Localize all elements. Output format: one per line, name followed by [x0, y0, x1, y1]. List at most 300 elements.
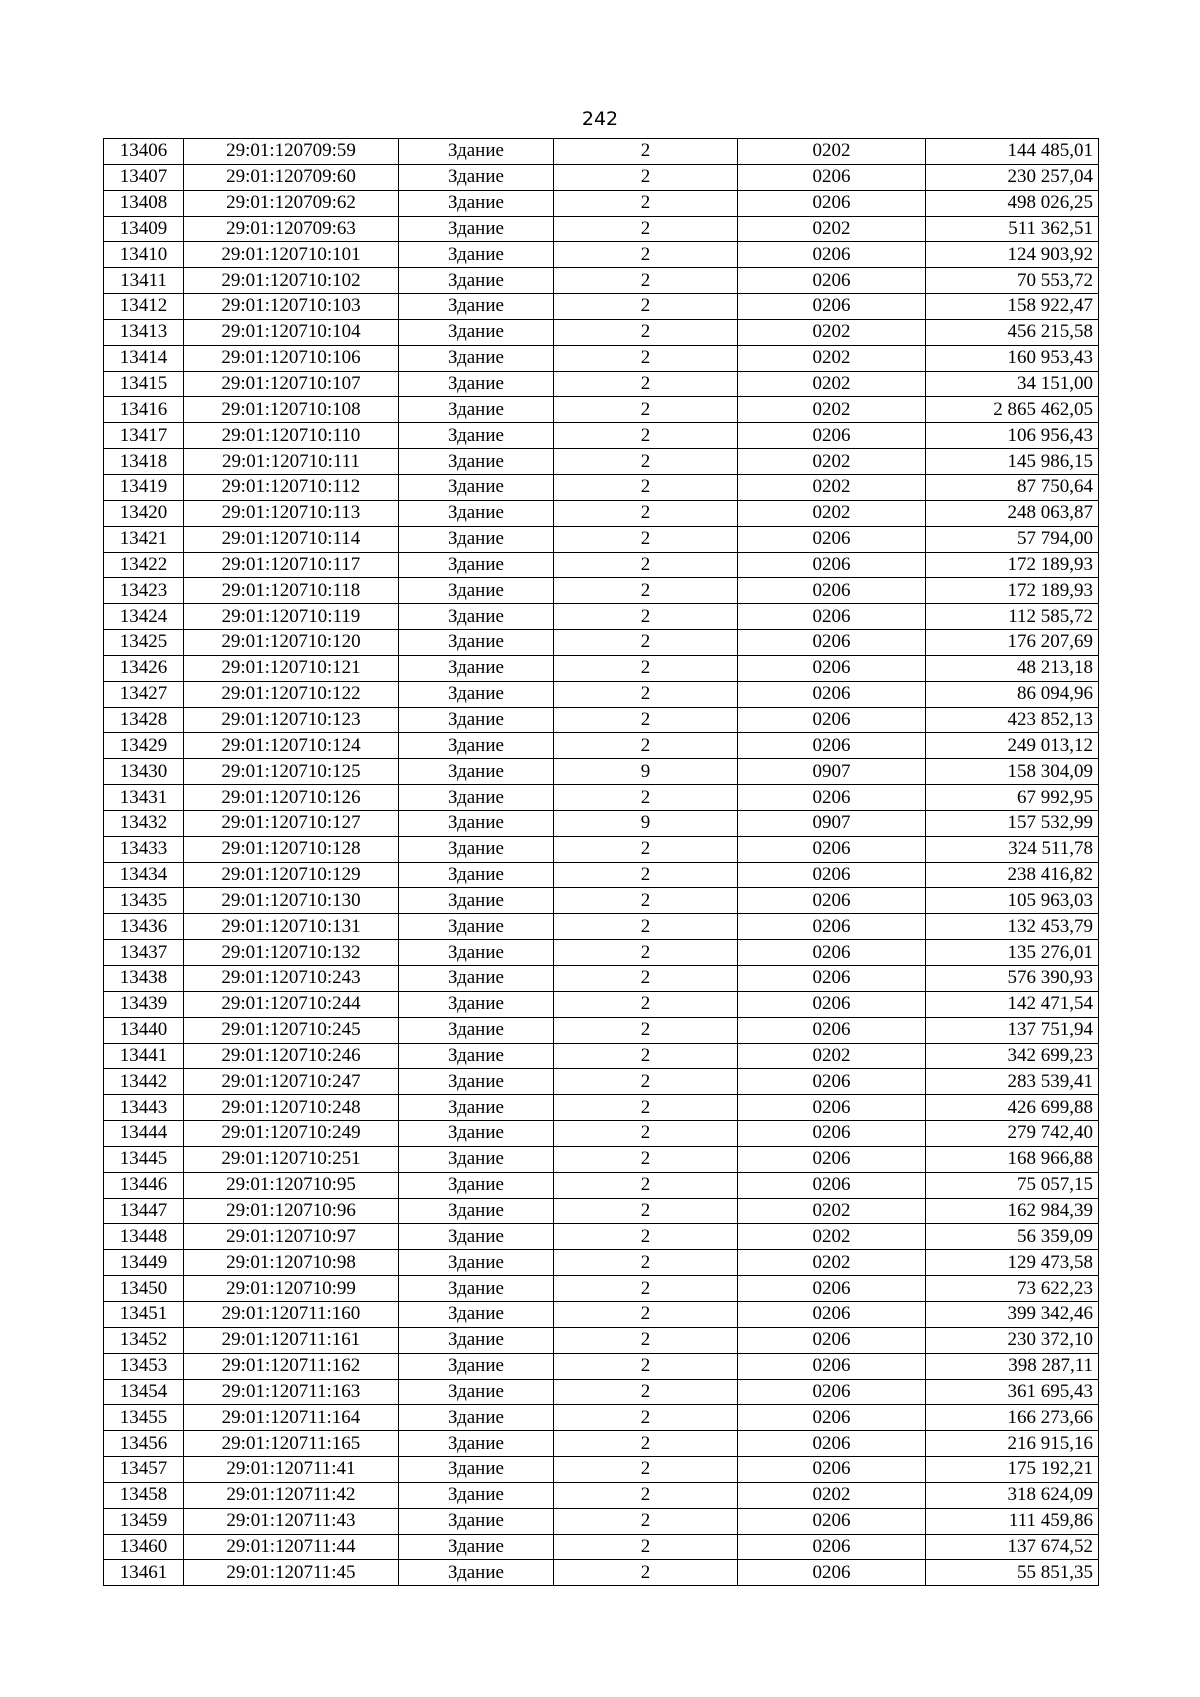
subgroup-code-cell: 0202	[738, 474, 926, 500]
table-row	[104, 836, 1099, 862]
row-number-cell: 13422	[104, 552, 184, 578]
cadastral-number-cell: 29:01:120710:113	[184, 500, 399, 526]
row-number-cell: 13445	[104, 1146, 184, 1172]
subgroup-code-cell: 0202	[738, 1043, 926, 1069]
row-number-cell: 13450	[104, 1276, 184, 1302]
cadastral-number-cell: 29:01:120711:163	[184, 1379, 399, 1405]
table-row	[104, 810, 1099, 836]
object-type-cell: Здание	[399, 1405, 554, 1431]
cadastral-number-cell: 29:01:120710:124	[184, 733, 399, 759]
group-cell: 2	[554, 1224, 738, 1250]
subgroup-code-cell: 0206	[738, 1508, 926, 1534]
cadastral-number-cell: 29:01:120710:107	[184, 371, 399, 397]
row-number-cell: 13425	[104, 630, 184, 656]
row-number-cell: 13408	[104, 190, 184, 216]
object-type-cell: Здание	[399, 1327, 554, 1353]
row-number-cell: 13419	[104, 474, 184, 500]
cadastral-value-cell: 112 585,72	[926, 604, 1099, 630]
group-cell: 2	[554, 1379, 738, 1405]
cadastral-value-cell: 175 192,21	[926, 1457, 1099, 1483]
subgroup-code-cell: 0206	[738, 423, 926, 449]
object-type-cell: Здание	[399, 345, 554, 371]
subgroup-code-cell: 0202	[738, 216, 926, 242]
subgroup-code-cell: 0206	[738, 1405, 926, 1431]
group-cell: 2	[554, 604, 738, 630]
subgroup-code-cell: 0206	[738, 268, 926, 294]
row-number-cell: 13429	[104, 733, 184, 759]
group-cell: 2	[554, 423, 738, 449]
subgroup-code-cell: 0202	[738, 319, 926, 345]
cadastral-number-cell: 29:01:120710:111	[184, 449, 399, 475]
cadastral-number-cell: 29:01:120711:165	[184, 1431, 399, 1457]
row-number-cell: 13431	[104, 785, 184, 811]
group-cell: 2	[554, 190, 738, 216]
subgroup-code-cell: 0206	[738, 862, 926, 888]
row-number-cell: 13441	[104, 1043, 184, 1069]
group-cell: 2	[554, 526, 738, 552]
table-row	[104, 1121, 1099, 1147]
subgroup-code-cell: 0206	[738, 630, 926, 656]
cadastral-value-cell: 168 966,88	[926, 1146, 1099, 1172]
cadastral-number-cell: 29:01:120709:62	[184, 190, 399, 216]
subgroup-code-cell: 0206	[738, 1379, 926, 1405]
cadastral-value-cell: 48 213,18	[926, 655, 1099, 681]
cadastral-number-cell: 29:01:120711:42	[184, 1482, 399, 1508]
cadastral-number-cell: 29:01:120710:122	[184, 681, 399, 707]
subgroup-code-cell: 0206	[738, 1560, 926, 1586]
cadastral-number-cell: 29:01:120710:123	[184, 707, 399, 733]
row-number-cell: 13448	[104, 1224, 184, 1250]
subgroup-code-cell: 0206	[738, 707, 926, 733]
cadastral-value-cell: 34 151,00	[926, 371, 1099, 397]
group-cell: 2	[554, 1198, 738, 1224]
object-type-cell: Здание	[399, 888, 554, 914]
table-row	[104, 1353, 1099, 1379]
group-cell: 2	[554, 319, 738, 345]
cadastral-value-cell: 157 532,99	[926, 810, 1099, 836]
cadastral-number-cell: 29:01:120710:104	[184, 319, 399, 345]
group-cell: 2	[554, 1095, 738, 1121]
row-number-cell: 13457	[104, 1457, 184, 1483]
object-type-cell: Здание	[399, 810, 554, 836]
cadastral-number-cell: 29:01:120710:131	[184, 914, 399, 940]
subgroup-code-cell: 0206	[738, 914, 926, 940]
object-type-cell: Здание	[399, 966, 554, 992]
group-cell: 2	[554, 449, 738, 475]
cadastral-number-cell: 29:01:120710:118	[184, 578, 399, 604]
table-row	[104, 707, 1099, 733]
table-row	[104, 526, 1099, 552]
object-type-cell: Здание	[399, 319, 554, 345]
group-cell: 2	[554, 862, 738, 888]
table-body	[104, 139, 1099, 1586]
cadastral-value-cell: 172 189,93	[926, 552, 1099, 578]
group-cell: 2	[554, 966, 738, 992]
table-row	[104, 991, 1099, 1017]
cadastral-value-cell: 426 699,88	[926, 1095, 1099, 1121]
object-type-cell: Здание	[399, 655, 554, 681]
cadastral-value-cell: 399 342,46	[926, 1301, 1099, 1327]
row-number-cell: 13453	[104, 1353, 184, 1379]
group-cell: 2	[554, 500, 738, 526]
cadastral-number-cell: 29:01:120710:244	[184, 991, 399, 1017]
cadastral-value-cell: 75 057,15	[926, 1172, 1099, 1198]
group-cell: 2	[554, 707, 738, 733]
table-row	[104, 242, 1099, 268]
row-number-cell: 13452	[104, 1327, 184, 1353]
cadastral-number-cell: 29:01:120711:161	[184, 1327, 399, 1353]
group-cell: 2	[554, 397, 738, 423]
object-type-cell: Здание	[399, 940, 554, 966]
group-cell: 2	[554, 630, 738, 656]
table-row	[104, 1043, 1099, 1069]
cadastral-value-cell: 176 207,69	[926, 630, 1099, 656]
cadastral-value-cell: 576 390,93	[926, 966, 1099, 992]
cadastral-value-cell: 67 992,95	[926, 785, 1099, 811]
group-cell: 2	[554, 139, 738, 165]
object-type-cell: Здание	[399, 1482, 554, 1508]
object-type-cell: Здание	[399, 449, 554, 475]
subgroup-code-cell: 0202	[738, 1224, 926, 1250]
row-number-cell: 13406	[104, 139, 184, 165]
group-cell: 2	[554, 216, 738, 242]
cadastral-value-cell: 342 699,23	[926, 1043, 1099, 1069]
object-type-cell: Здание	[399, 707, 554, 733]
cadastral-number-cell: 29:01:120710:99	[184, 1276, 399, 1302]
cadastral-number-cell: 29:01:120710:101	[184, 242, 399, 268]
cadastral-value-cell: 129 473,58	[926, 1250, 1099, 1276]
cadastral-number-cell: 29:01:120710:106	[184, 345, 399, 371]
cadastral-value-cell: 162 984,39	[926, 1198, 1099, 1224]
cadastral-value-cell: 511 362,51	[926, 216, 1099, 242]
row-number-cell: 13428	[104, 707, 184, 733]
object-type-cell: Здание	[399, 1301, 554, 1327]
table-row	[104, 500, 1099, 526]
group-cell: 2	[554, 242, 738, 268]
subgroup-code-cell: 0202	[738, 397, 926, 423]
row-number-cell: 13447	[104, 1198, 184, 1224]
object-type-cell: Здание	[399, 1146, 554, 1172]
cadastral-number-cell: 29:01:120711:160	[184, 1301, 399, 1327]
row-number-cell: 13407	[104, 164, 184, 190]
table-row	[104, 1301, 1099, 1327]
group-cell: 2	[554, 681, 738, 707]
group-cell: 2	[554, 991, 738, 1017]
table-row	[104, 888, 1099, 914]
group-cell: 9	[554, 810, 738, 836]
cadastral-number-cell: 29:01:120710:98	[184, 1250, 399, 1276]
subgroup-code-cell: 0202	[738, 1482, 926, 1508]
cadastral-number-cell: 29:01:120710:102	[184, 268, 399, 294]
object-type-cell: Здание	[399, 1172, 554, 1198]
group-cell: 2	[554, 268, 738, 294]
subgroup-code-cell: 0206	[738, 940, 926, 966]
table-row	[104, 604, 1099, 630]
subgroup-code-cell: 0206	[738, 1017, 926, 1043]
object-type-cell: Здание	[399, 630, 554, 656]
subgroup-code-cell: 0206	[738, 242, 926, 268]
table-row	[104, 1224, 1099, 1250]
object-type-cell: Здание	[399, 1457, 554, 1483]
cadastral-number-cell: 29:01:120710:103	[184, 294, 399, 320]
table-row	[104, 759, 1099, 785]
group-cell: 2	[554, 1043, 738, 1069]
subgroup-code-cell: 0206	[738, 294, 926, 320]
object-type-cell: Здание	[399, 526, 554, 552]
row-number-cell: 13432	[104, 810, 184, 836]
subgroup-code-cell: 0202	[738, 371, 926, 397]
object-type-cell: Здание	[399, 759, 554, 785]
cadastral-value-cell: 142 471,54	[926, 991, 1099, 1017]
object-type-cell: Здание	[399, 785, 554, 811]
object-type-cell: Здание	[399, 681, 554, 707]
table-row	[104, 216, 1099, 242]
cadastral-value-cell: 2 865 462,05	[926, 397, 1099, 423]
table-row	[104, 1172, 1099, 1198]
table-row	[104, 1560, 1099, 1586]
cadastral-value-cell: 160 953,43	[926, 345, 1099, 371]
subgroup-code-cell: 0206	[738, 1069, 926, 1095]
row-number-cell: 13444	[104, 1121, 184, 1147]
group-cell: 2	[554, 371, 738, 397]
group-cell: 2	[554, 1017, 738, 1043]
table-row	[104, 966, 1099, 992]
group-cell: 2	[554, 1353, 738, 1379]
cadastral-value-cell: 158 304,09	[926, 759, 1099, 785]
row-number-cell: 13436	[104, 914, 184, 940]
group-cell: 2	[554, 836, 738, 862]
cadastral-value-cell: 145 986,15	[926, 449, 1099, 475]
row-number-cell: 13440	[104, 1017, 184, 1043]
row-number-cell: 13437	[104, 940, 184, 966]
object-type-cell: Здание	[399, 733, 554, 759]
cadastral-value-cell: 166 273,66	[926, 1405, 1099, 1431]
group-cell: 2	[554, 345, 738, 371]
table-row	[104, 733, 1099, 759]
row-number-cell: 13456	[104, 1431, 184, 1457]
row-number-cell: 13454	[104, 1379, 184, 1405]
object-type-cell: Здание	[399, 242, 554, 268]
subgroup-code-cell: 0907	[738, 810, 926, 836]
group-cell: 2	[554, 552, 738, 578]
row-number-cell: 13423	[104, 578, 184, 604]
subgroup-code-cell: 0206	[738, 164, 926, 190]
row-number-cell: 13412	[104, 294, 184, 320]
subgroup-code-cell: 0206	[738, 1172, 926, 1198]
table-row	[104, 862, 1099, 888]
group-cell: 2	[554, 1250, 738, 1276]
row-number-cell: 13438	[104, 966, 184, 992]
subgroup-code-cell: 0202	[738, 1250, 926, 1276]
subgroup-code-cell: 0206	[738, 1534, 926, 1560]
object-type-cell: Здание	[399, 1560, 554, 1586]
subgroup-code-cell: 0206	[738, 655, 926, 681]
table-row	[104, 345, 1099, 371]
row-number-cell: 13439	[104, 991, 184, 1017]
row-number-cell: 13420	[104, 500, 184, 526]
subgroup-code-cell: 0206	[738, 966, 926, 992]
subgroup-code-cell: 0206	[738, 604, 926, 630]
subgroup-code-cell: 0202	[738, 1198, 926, 1224]
object-type-cell: Здание	[399, 862, 554, 888]
table-row	[104, 474, 1099, 500]
cadastral-number-cell: 29:01:120709:59	[184, 139, 399, 165]
table-row	[104, 1508, 1099, 1534]
table-row	[104, 655, 1099, 681]
object-type-cell: Здание	[399, 1276, 554, 1302]
subgroup-code-cell: 0206	[738, 1301, 926, 1327]
cadastral-value-cell: 124 903,92	[926, 242, 1099, 268]
group-cell: 2	[554, 1560, 738, 1586]
cadastral-value-cell: 70 553,72	[926, 268, 1099, 294]
object-type-cell: Здание	[399, 991, 554, 1017]
table-row	[104, 139, 1099, 165]
cadastral-number-cell: 29:01:120710:251	[184, 1146, 399, 1172]
cadastral-number-cell: 29:01:120710:95	[184, 1172, 399, 1198]
table-row	[104, 1276, 1099, 1302]
group-cell: 2	[554, 1508, 738, 1534]
cadastral-value-cell: 56 359,09	[926, 1224, 1099, 1250]
page-number: 242	[581, 108, 619, 130]
cadastral-value-cell: 279 742,40	[926, 1121, 1099, 1147]
table-row	[104, 1327, 1099, 1353]
cadastral-value-cell: 57 794,00	[926, 526, 1099, 552]
table-row	[104, 1095, 1099, 1121]
cadastral-number-cell: 29:01:120711:162	[184, 1353, 399, 1379]
cadastral-number-cell: 29:01:120709:60	[184, 164, 399, 190]
row-number-cell: 13455	[104, 1405, 184, 1431]
table-row	[104, 190, 1099, 216]
subgroup-code-cell: 0202	[738, 500, 926, 526]
cadastral-value-cell: 132 453,79	[926, 914, 1099, 940]
cadastral-number-cell: 29:01:120710:246	[184, 1043, 399, 1069]
object-type-cell: Здание	[399, 1224, 554, 1250]
group-cell: 2	[554, 1301, 738, 1327]
subgroup-code-cell: 0202	[738, 449, 926, 475]
row-number-cell: 13415	[104, 371, 184, 397]
table-row	[104, 1534, 1099, 1560]
object-type-cell: Здание	[399, 836, 554, 862]
cadastral-number-cell: 29:01:120710:132	[184, 940, 399, 966]
object-type-cell: Здание	[399, 578, 554, 604]
row-number-cell: 13409	[104, 216, 184, 242]
subgroup-code-cell: 0206	[738, 1457, 926, 1483]
object-type-cell: Здание	[399, 604, 554, 630]
table-row	[104, 940, 1099, 966]
cadastral-value-cell: 144 485,01	[926, 139, 1099, 165]
row-number-cell: 13426	[104, 655, 184, 681]
table-row	[104, 319, 1099, 345]
object-type-cell: Здание	[399, 1017, 554, 1043]
table-row	[104, 681, 1099, 707]
group-cell: 2	[554, 474, 738, 500]
table-row	[104, 1017, 1099, 1043]
cadastral-value-cell: 238 416,82	[926, 862, 1099, 888]
table-row	[104, 630, 1099, 656]
table-row	[104, 423, 1099, 449]
object-type-cell: Здание	[399, 552, 554, 578]
row-number-cell: 13410	[104, 242, 184, 268]
cadastral-value-cell: 105 963,03	[926, 888, 1099, 914]
object-type-cell: Здание	[399, 268, 554, 294]
row-number-cell: 13418	[104, 449, 184, 475]
object-type-cell: Здание	[399, 500, 554, 526]
cadastral-number-cell: 29:01:120710:117	[184, 552, 399, 578]
cadastral-number-cell: 29:01:120710:120	[184, 630, 399, 656]
group-cell: 2	[554, 1482, 738, 1508]
object-type-cell: Здание	[399, 423, 554, 449]
cadastral-number-cell: 29:01:120710:112	[184, 474, 399, 500]
cadastral-number-cell: 29:01:120710:121	[184, 655, 399, 681]
object-type-cell: Здание	[399, 1095, 554, 1121]
subgroup-code-cell: 0202	[738, 139, 926, 165]
table-row	[104, 578, 1099, 604]
cadastral-value-cell: 361 695,43	[926, 1379, 1099, 1405]
object-type-cell: Здание	[399, 1431, 554, 1457]
subgroup-code-cell: 0206	[738, 733, 926, 759]
cadastral-value-cell: 283 539,41	[926, 1069, 1099, 1095]
cadastral-number-cell: 29:01:120710:248	[184, 1095, 399, 1121]
row-number-cell: 13417	[104, 423, 184, 449]
group-cell: 2	[554, 940, 738, 966]
cadastral-number-cell: 29:01:120710:128	[184, 836, 399, 862]
row-number-cell: 13460	[104, 1534, 184, 1560]
subgroup-code-cell: 0206	[738, 552, 926, 578]
object-type-cell: Здание	[399, 1534, 554, 1560]
object-type-cell: Здание	[399, 914, 554, 940]
cadastral-value-cell: 230 372,10	[926, 1327, 1099, 1353]
cadastral-value-cell: 324 511,78	[926, 836, 1099, 862]
cadastral-value-cell: 87 750,64	[926, 474, 1099, 500]
cadastral-value-cell: 158 922,47	[926, 294, 1099, 320]
cadastral-number-cell: 29:01:120710:126	[184, 785, 399, 811]
group-cell: 2	[554, 655, 738, 681]
cadastral-number-cell: 29:01:120710:130	[184, 888, 399, 914]
cadastral-value-cell: 498 026,25	[926, 190, 1099, 216]
object-type-cell: Здание	[399, 1198, 554, 1224]
group-cell: 2	[554, 164, 738, 190]
cadastral-value-cell: 423 852,13	[926, 707, 1099, 733]
subgroup-code-cell: 0206	[738, 578, 926, 604]
cadastral-number-cell: 29:01:120711:43	[184, 1508, 399, 1534]
group-cell: 2	[554, 888, 738, 914]
group-cell: 2	[554, 1457, 738, 1483]
table-row	[104, 1431, 1099, 1457]
row-number-cell: 13413	[104, 319, 184, 345]
cadastral-value-cell: 106 956,43	[926, 423, 1099, 449]
group-cell: 2	[554, 294, 738, 320]
cadastral-number-cell: 29:01:120710:247	[184, 1069, 399, 1095]
subgroup-code-cell: 0206	[738, 785, 926, 811]
subgroup-code-cell: 0907	[738, 759, 926, 785]
subgroup-code-cell: 0206	[738, 888, 926, 914]
group-cell: 2	[554, 1431, 738, 1457]
subgroup-code-cell: 0206	[738, 190, 926, 216]
group-cell: 2	[554, 578, 738, 604]
subgroup-code-cell: 0206	[738, 1276, 926, 1302]
subgroup-code-cell: 0206	[738, 1146, 926, 1172]
cadastral-value-cell: 55 851,35	[926, 1560, 1099, 1586]
object-type-cell: Здание	[399, 139, 554, 165]
object-type-cell: Здание	[399, 164, 554, 190]
subgroup-code-cell: 0206	[738, 526, 926, 552]
object-type-cell: Здание	[399, 1508, 554, 1534]
cadastral-value-cell: 248 063,87	[926, 500, 1099, 526]
object-type-cell: Здание	[399, 190, 554, 216]
group-cell: 9	[554, 759, 738, 785]
row-number-cell: 13446	[104, 1172, 184, 1198]
row-number-cell: 13427	[104, 681, 184, 707]
